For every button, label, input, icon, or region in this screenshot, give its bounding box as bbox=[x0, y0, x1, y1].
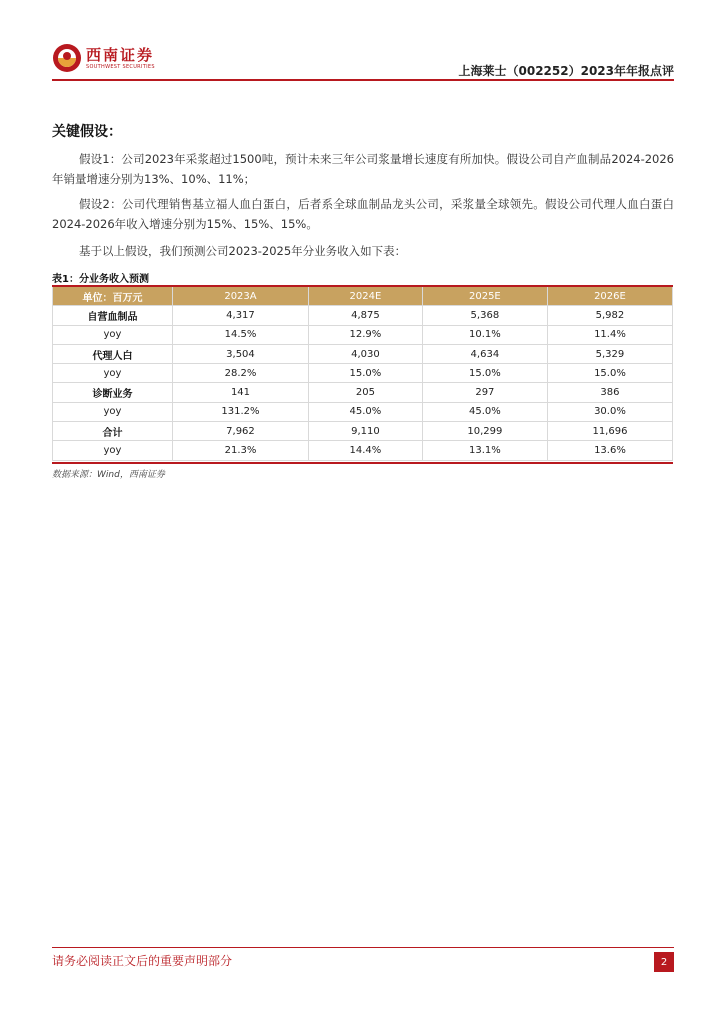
table-cell: 3,504 bbox=[173, 344, 309, 363]
table-cell: 13.1% bbox=[422, 441, 547, 460]
brand-name: 西南证券 bbox=[86, 46, 155, 64]
table-row bbox=[53, 422, 673, 441]
table-header-cell: 2025E bbox=[422, 287, 547, 306]
table-cell: 4,317 bbox=[173, 306, 309, 325]
table-top-border bbox=[52, 285, 673, 287]
table-cell: 386 bbox=[547, 383, 672, 402]
table-row bbox=[53, 364, 673, 383]
table-cell: 4,030 bbox=[308, 344, 422, 363]
row-label: yoy bbox=[53, 325, 173, 344]
row-label: 合计 bbox=[53, 422, 173, 441]
row-label: yoy bbox=[53, 402, 173, 421]
brand-subtitle: SOUTHWEST SECURITIES bbox=[86, 64, 155, 70]
table-source-note: 数据来源：Wind，西南证券 bbox=[52, 470, 165, 480]
table-row bbox=[53, 325, 673, 344]
table-cell: 13.6% bbox=[547, 441, 672, 460]
table-header-cell: 2026E bbox=[547, 287, 672, 306]
table-row bbox=[53, 306, 673, 325]
table-cell: 297 bbox=[422, 383, 547, 402]
page-header bbox=[52, 40, 674, 80]
table-cell: 5,982 bbox=[547, 306, 672, 325]
table-cell: 21.3% bbox=[173, 441, 309, 460]
table-row bbox=[53, 344, 673, 363]
table-cell: 9,110 bbox=[308, 422, 422, 441]
row-label: 自营血制品 bbox=[53, 306, 173, 325]
table-row bbox=[53, 383, 673, 402]
row-label: yoy bbox=[53, 441, 173, 460]
brand-logo-icon bbox=[52, 43, 82, 73]
table-cell: 10.1% bbox=[422, 325, 547, 344]
table-cell: 28.2% bbox=[173, 364, 309, 383]
assumption-paragraph-2: 假设2：公司代理销售基立福人血白蛋白，后者系全球血制品龙头公司，采浆量全球领先。假设公司代理人血白蛋白2024-2026年收入增速分别为15%、15%、15%。 bbox=[52, 197, 674, 231]
table-cell: 15.0% bbox=[308, 364, 422, 383]
footer-divider bbox=[52, 947, 674, 948]
table-cell: 5,329 bbox=[547, 344, 672, 363]
table-cell: 11,696 bbox=[547, 422, 672, 441]
table-cell: 141 bbox=[173, 383, 309, 402]
assumption-paragraph-1: 假设1：公司2023年采浆超过1500吨，预计未来三年公司浆量增长速度有所加快。假设公司自产血制品2024-2026年销量增速分别为13%、10%、11%； bbox=[52, 152, 674, 186]
table-cell: 30.0% bbox=[547, 402, 672, 421]
table-cell: 4,634 bbox=[422, 344, 547, 363]
table-cell: 5,368 bbox=[422, 306, 547, 325]
section-title: 关键假设： bbox=[52, 124, 122, 140]
table-cell: 205 bbox=[308, 383, 422, 402]
table-cell: 10,299 bbox=[422, 422, 547, 441]
forecast-intro-paragraph: 基于以上假设，我们预测公司2023-2025年分业务收入如下表： bbox=[79, 244, 407, 258]
table-row bbox=[53, 402, 673, 421]
table-cell: 14.4% bbox=[308, 441, 422, 460]
row-label: 代理人白 bbox=[53, 344, 173, 363]
table-row bbox=[53, 441, 673, 460]
table-cell: 45.0% bbox=[422, 402, 547, 421]
table-header-row bbox=[53, 287, 673, 306]
table-header-cell: 2024E bbox=[308, 287, 422, 306]
table-cell: 4,875 bbox=[308, 306, 422, 325]
header-divider bbox=[52, 79, 674, 81]
table-cell: 11.4% bbox=[547, 325, 672, 344]
table-header-cell: 2023A bbox=[173, 287, 309, 306]
table-cell: 131.2% bbox=[173, 402, 309, 421]
row-label: yoy bbox=[53, 364, 173, 383]
revenue-forecast-table bbox=[52, 286, 673, 461]
table-bottom-border bbox=[52, 462, 673, 464]
table-caption: 表1：分业务收入预测 bbox=[52, 274, 149, 285]
footer-disclaimer: 请务必阅读正文后的重要声明部分 bbox=[52, 954, 233, 968]
row-label: 诊断业务 bbox=[53, 383, 173, 402]
table-header-cell: 单位：百万元 bbox=[53, 287, 173, 306]
table-cell: 45.0% bbox=[308, 402, 422, 421]
report-title: 上海莱士（002252）2023年年报点评 bbox=[458, 64, 674, 78]
table-cell: 15.0% bbox=[547, 364, 672, 383]
page-number: 2 bbox=[654, 952, 674, 972]
table-cell: 14.5% bbox=[173, 325, 309, 344]
table-cell: 15.0% bbox=[422, 364, 547, 383]
table-cell: 7,962 bbox=[173, 422, 309, 441]
table-cell: 12.9% bbox=[308, 325, 422, 344]
